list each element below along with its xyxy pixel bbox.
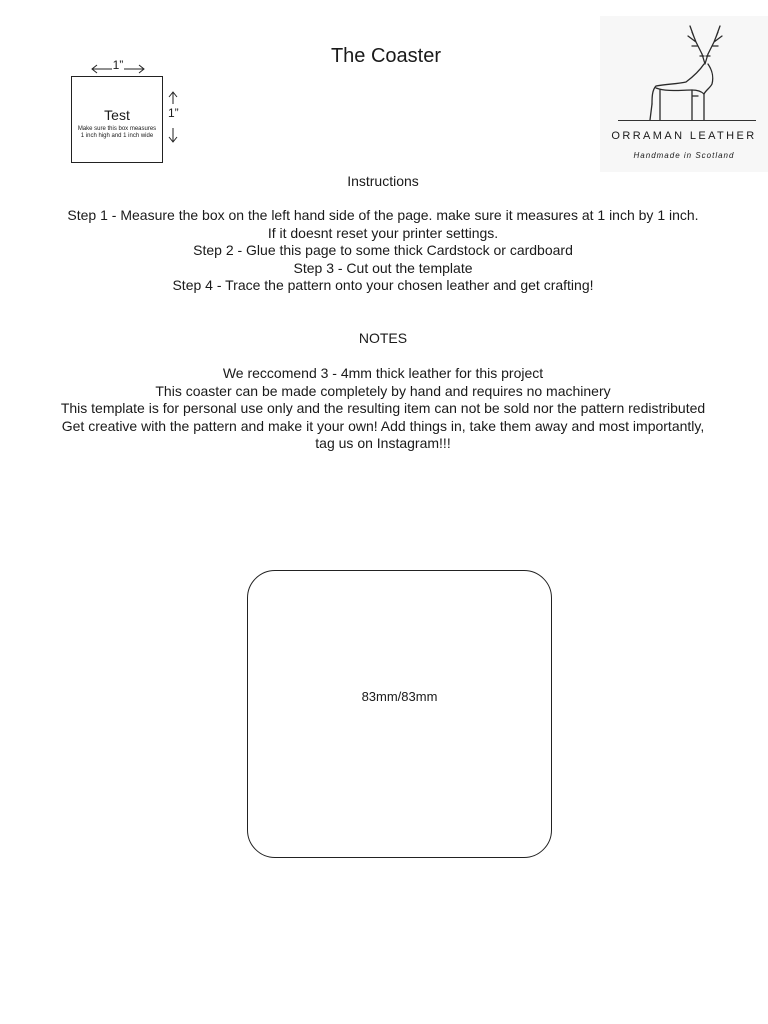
width-dimension xyxy=(90,58,146,78)
instruction-line: Step 3 - Cut out the template xyxy=(293,259,473,276)
notes-heading: NOTES xyxy=(358,330,408,346)
test-box xyxy=(71,76,163,163)
coaster-template xyxy=(247,570,552,858)
page-title: The Coaster xyxy=(330,45,442,67)
note-line: tag us on Instagram!!! xyxy=(315,435,451,452)
notes-list xyxy=(0,365,766,453)
width-label: 1” xyxy=(112,58,124,72)
test-box-title: Test xyxy=(104,107,130,123)
note-line: This template is for personal use only and the resulting item can not be sold nor the pattern redistributed xyxy=(60,400,706,417)
height-dimension xyxy=(164,90,184,144)
note-line: This coaster can be made completely by hand and requires no machinery xyxy=(155,382,611,399)
test-box-note-line: Make sure this box measures xyxy=(77,126,157,132)
brand-logo xyxy=(600,16,768,172)
test-box-note xyxy=(72,126,162,140)
logo-divider xyxy=(618,120,756,121)
brand-tagline: Handmade in Scotland xyxy=(633,151,735,160)
height-label: 1” xyxy=(168,106,179,120)
coaster-dimensions: 83mm/83mm xyxy=(361,689,438,704)
instructions-list xyxy=(0,207,766,295)
instruction-line: If it doesnt reset your printer settings. xyxy=(267,224,499,241)
instruction-line: Step 1 - Measure the box on the left hand side of the page. make sure it measures at 1 inch by 1 inch. xyxy=(67,207,699,223)
note-line: We reccomend 3 - 4mm thick leather for this project xyxy=(222,365,544,381)
instructions-heading: Instructions xyxy=(347,173,419,189)
test-box-note-line: 1 inch high and 1 inch wide xyxy=(80,133,154,139)
note-line: Get creative with the pattern and make it your own! Add things in, take them away and most importantly, xyxy=(61,417,705,434)
stag-icon xyxy=(642,24,728,120)
instruction-line: Step 2 - Glue this page to some thick Cardstock or cardboard xyxy=(193,242,573,259)
instruction-line: Step 4 - Trace the pattern onto your chosen leather and get crafting! xyxy=(172,277,594,294)
brand-name: ORRAMAN LEATHER xyxy=(611,130,757,142)
